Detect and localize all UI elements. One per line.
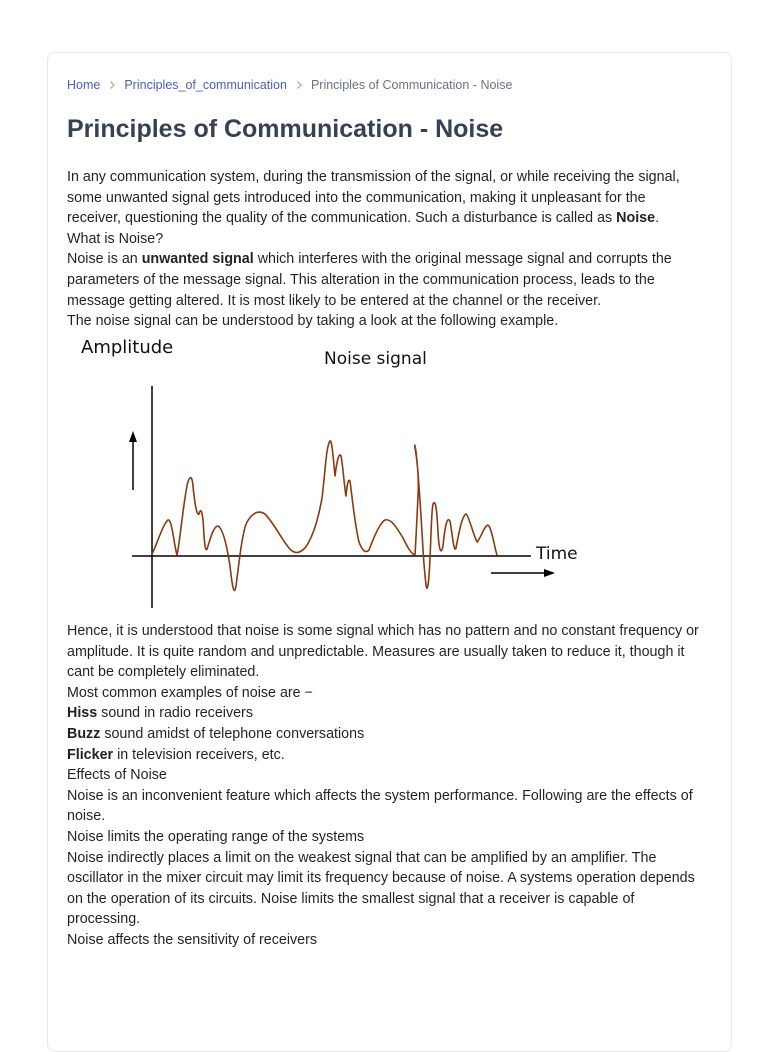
body-line: Hence, it is understood that noise is some signal which has no pattern and no constant frequency or bbox=[67, 623, 699, 639]
time-label: Time bbox=[536, 544, 578, 564]
page-title: Principles of Communication - Noise bbox=[67, 115, 504, 143]
body-line: amplitude. It is quite random and unpredictable. Measures are usually taken to reduce it, though it bbox=[67, 643, 685, 660]
breadcrumb-home-link[interactable]: Home bbox=[67, 78, 101, 92]
definition-line: parameters of the message signal. This alteration in the communication process, leads to the bbox=[67, 271, 655, 288]
section-heading-effects: Effects of Noise bbox=[67, 767, 167, 784]
chevron-right-icon bbox=[294, 80, 304, 90]
definition-line: message getting altered. It is most likely to be entered at the channel or the receiver. bbox=[67, 292, 602, 309]
intro-line: receiver, questioning the quality of the communication. Such a disturbance is called as Noise. bbox=[67, 210, 660, 227]
noise-signal-figure bbox=[79, 336, 599, 608]
effect-heading-range: Noise limits the operating range of the systems bbox=[67, 828, 365, 845]
body-paragraphs bbox=[67, 621, 717, 951]
intro-line: In any communication system, during the transmission of the signal, or while receiving the signal, bbox=[67, 169, 680, 185]
amplitude-label: Amplitude bbox=[81, 337, 174, 358]
chevron-right-icon bbox=[107, 80, 117, 90]
right-arrow-icon bbox=[491, 569, 555, 577]
examples-heading: Most common examples of noise are − bbox=[67, 684, 313, 701]
body-line: cant be completely eliminated. bbox=[67, 664, 260, 681]
example-item-hiss: Hiss sound in radio receivers bbox=[67, 705, 253, 722]
example-item-flicker: Flicker in television receivers, etc. bbox=[67, 746, 285, 763]
body-line: oscillator in the mixer circuit may limit its frequency because of noise. A systems operation depends bbox=[67, 870, 695, 887]
figure-title: Noise signal bbox=[324, 349, 427, 369]
breadcrumb bbox=[67, 78, 512, 92]
body-line: noise. bbox=[67, 808, 106, 825]
up-arrow-icon bbox=[129, 431, 137, 490]
example-intro-line: The noise signal can be understood by taking a look at the following example. bbox=[67, 313, 559, 330]
unwanted-signal-term: unwanted signal bbox=[141, 251, 254, 268]
noise-term: Noise bbox=[616, 210, 656, 227]
definition-line: Noise is an unwanted signal which interferes with the original message signal and corrupts the bbox=[67, 251, 672, 268]
intro-paragraphs bbox=[67, 167, 717, 332]
breadcrumb-section-link[interactable]: Principles_of_communication bbox=[124, 78, 287, 92]
noise-signal-waveform bbox=[152, 441, 497, 591]
example-item-buzz: Buzz sound amidst of telephone conversations bbox=[67, 725, 365, 742]
section-heading-what-is-noise: What is Noise? bbox=[67, 230, 164, 247]
breadcrumb-current: Principles of Communication - Noise bbox=[310, 78, 513, 92]
body-line: processing. bbox=[67, 911, 141, 928]
body-line: Noise is an inconvenient feature which affects the system performance. Following are the effects of bbox=[67, 787, 693, 804]
intro-line: some unwanted signal gets introduced into the communication, making it unpleasant for the bbox=[67, 189, 646, 206]
body-line: on the operation of its circuits. Noise limits the smallest signal that a receiver is capable of bbox=[67, 890, 635, 907]
noise-signal-diagram bbox=[79, 336, 599, 608]
body-line: Noise indirectly places a limit on the weakest signal that can be amplified by an amplifier. The bbox=[67, 849, 657, 866]
effect-heading-sensitivity: Noise affects the sensitivity of receivers bbox=[67, 931, 318, 948]
article-card bbox=[47, 52, 732, 1052]
